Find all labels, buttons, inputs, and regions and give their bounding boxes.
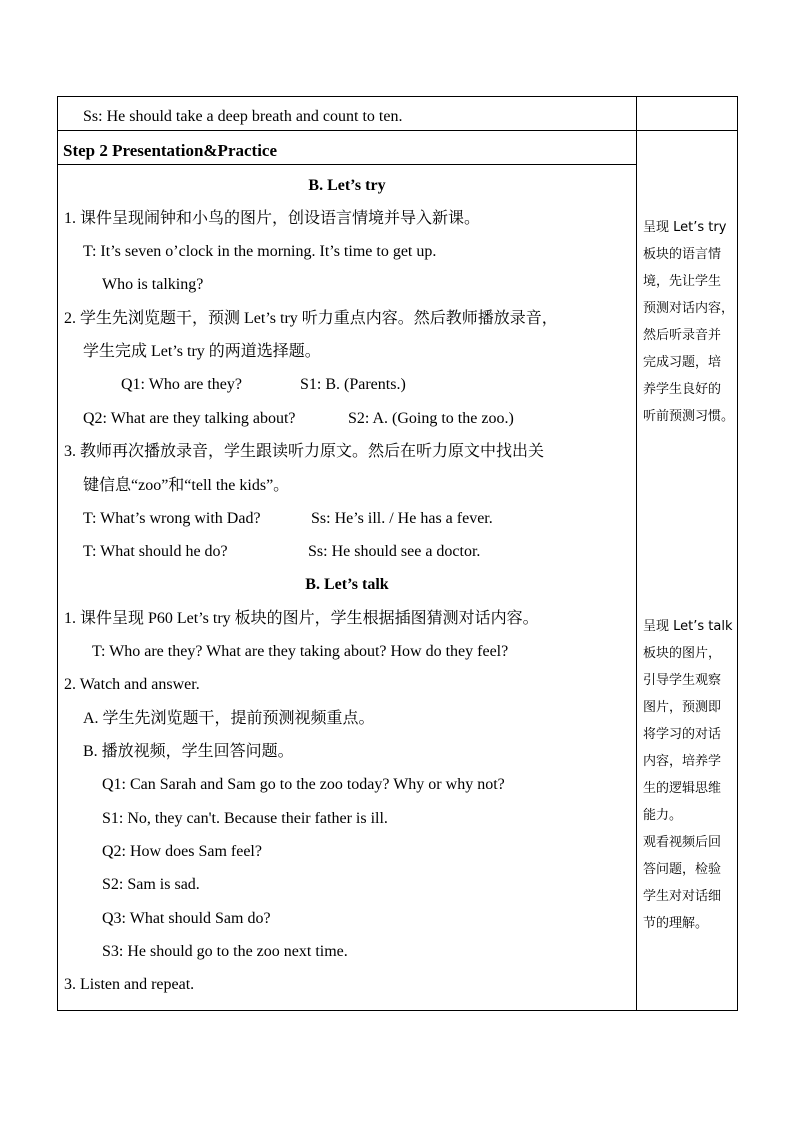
lets-try-line: 1. 课件呈现闹钟和小鸟的图片，创设语言情境并导入新课。	[64, 210, 481, 227]
lets-try-note: 板块的语言情	[643, 247, 722, 262]
lets-try-note: 境，先让学生	[643, 274, 722, 289]
lets-try-title: B. Let’s try	[308, 177, 386, 194]
lets-try-note: 呈现 Let’s try	[643, 220, 727, 235]
lets-try-note: 然后听录音并	[643, 328, 722, 343]
lets-talk-answer: S1: No, they can't. Because their father is ill.	[102, 810, 388, 827]
top-row-text: Ss: He should take a deep breath and count to ten.	[83, 108, 403, 125]
lets-try-note: 养学生良好的	[643, 382, 722, 397]
lets-talk-question: Q2: How does Sam feel?	[102, 843, 262, 860]
lets-talk-note: 生的逻辑思维	[643, 781, 722, 796]
row-divider-top	[57, 130, 738, 131]
lets-try-line: 3. 教师再次播放录音，学生跟读听力原文。然后在听力原文中找出关	[64, 443, 545, 460]
lets-talk-answer: S3: He should go to the zoo next time.	[102, 943, 348, 960]
lets-try-line: T: It’s seven o’clock in the morning. It’s time to get up.	[83, 243, 437, 260]
lets-try-question: T: What should he do?	[83, 543, 228, 560]
lets-talk-note: 内容，培养学	[643, 754, 722, 769]
step2-heading: Step 2 Presentation&Practice	[63, 141, 278, 160]
lets-try-line: 2. 学生先浏览题干，预测 Let’s try 听力重点内容。然后教师播放录音，	[64, 310, 558, 327]
lets-try-line: 键信息“zoo”和“tell the kids”。	[83, 477, 290, 494]
lets-talk-note: 呈现 Let’s talk	[643, 619, 733, 634]
lets-try-question: T: What’s wrong with Dad?	[83, 510, 261, 527]
lets-talk-note: 答问题，检验	[643, 862, 722, 877]
lets-talk-line: A. 学生先浏览题干，提前预测视频重点。	[83, 710, 375, 727]
lets-talk-answer: S2: Sam is sad.	[102, 876, 200, 893]
lets-talk-line: 3. Listen and repeat.	[64, 976, 195, 993]
lets-try-answer: S2: A. (Going to the zoo.)	[348, 410, 514, 427]
lets-talk-note: 引导学生观察	[643, 673, 722, 688]
column-divider	[636, 96, 637, 1011]
lets-try-line: Who is talking?	[102, 276, 204, 293]
lets-talk-line: 1. 课件呈现 P60 Let’s try 板块的图片，学生根据插图猜测对话内容。	[64, 610, 539, 627]
lets-try-answer: S1: B. (Parents.)	[300, 376, 406, 393]
lets-talk-note: 将学习的对话	[643, 727, 722, 742]
lets-talk-question: Q1: Can Sarah and Sam go to the zoo today? Why or why not?	[102, 776, 505, 793]
lets-try-note: 预测对话内容，	[643, 301, 735, 316]
lets-try-line: 学生完成 Let’s try 的两道选择题。	[83, 343, 321, 360]
row-divider-step	[57, 164, 637, 165]
lets-talk-line: T: Who are they? What are they taking about? How do they feel?	[92, 643, 509, 660]
lets-talk-line: B. 播放视频，学生回答问题。	[83, 743, 294, 760]
lets-talk-note: 观看视频后回	[643, 835, 722, 850]
lets-talk-question: Q3: What should Sam do?	[102, 910, 271, 927]
lets-try-question: Q1: Who are they?	[121, 376, 242, 393]
lets-try-note: 听前预测习惯。	[643, 409, 735, 424]
lets-try-answer: Ss: He’s ill. / He has a fever.	[311, 510, 493, 527]
lets-try-question: Q2: What are they talking about?	[83, 410, 296, 427]
lets-talk-title: B. Let’s talk	[305, 576, 389, 593]
lets-talk-note: 学生对对话细	[643, 889, 722, 904]
lets-talk-note: 板块的图片，	[643, 646, 722, 661]
lets-talk-note: 节的理解。	[643, 916, 709, 931]
lets-try-answer: Ss: He should see a doctor.	[308, 543, 481, 560]
lets-try-note: 完成习题，培	[643, 355, 722, 370]
lets-talk-note: 能力。	[643, 808, 683, 823]
lets-talk-line: 2. Watch and answer.	[64, 676, 200, 693]
lets-talk-note: 图片，预测即	[643, 700, 722, 715]
